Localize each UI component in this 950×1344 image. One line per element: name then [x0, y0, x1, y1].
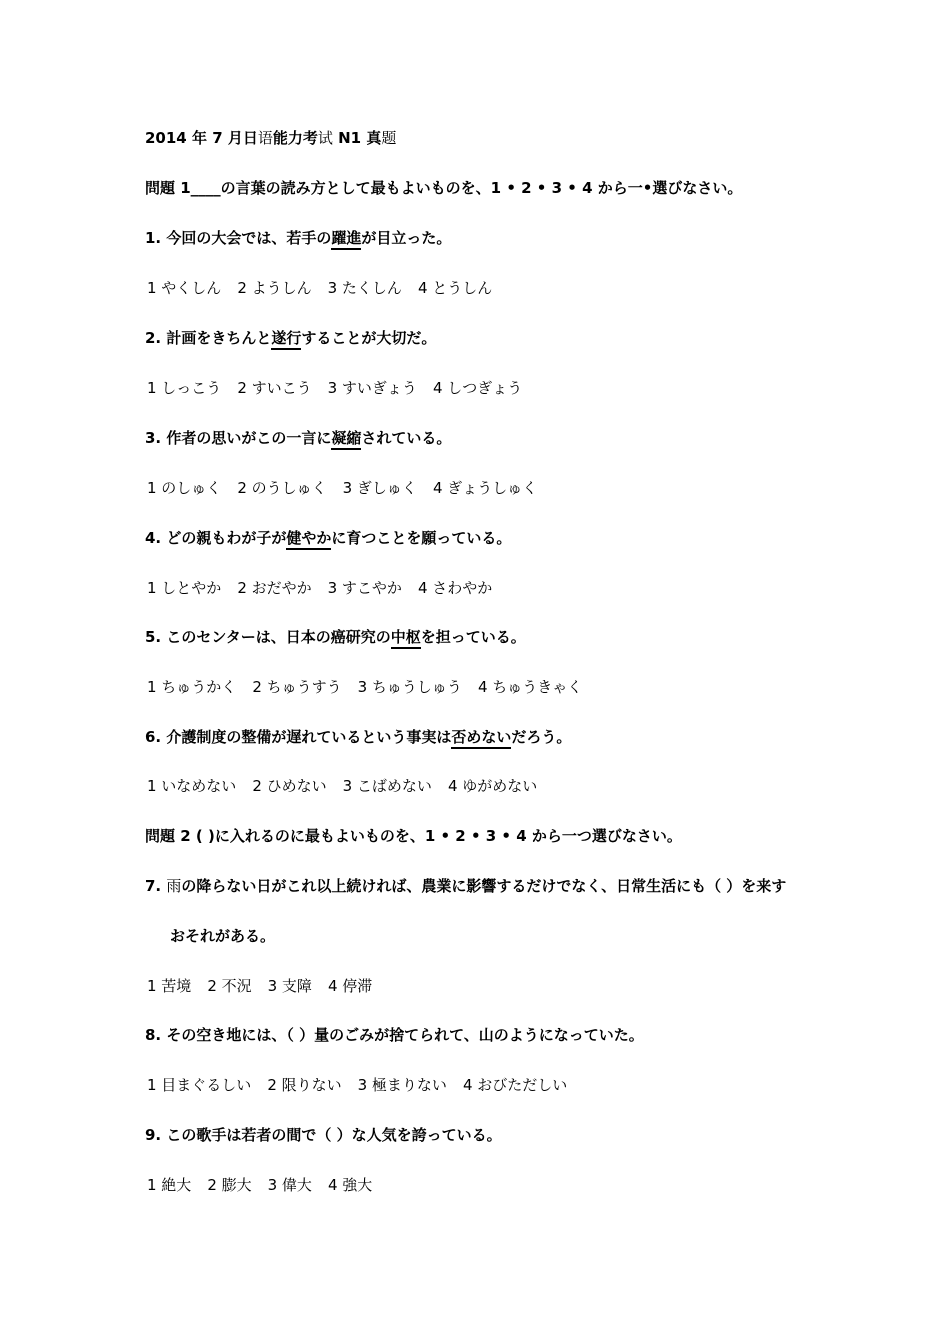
question-7-continued: おそれがある。: [170, 927, 276, 945]
question-text: に育つことを願っている。: [331, 529, 512, 547]
option: 4 さわやか: [417, 579, 493, 597]
option: 3 偉大: [267, 1176, 312, 1194]
option: 2 不況: [207, 977, 252, 995]
option: 1 やくしん: [147, 279, 222, 297]
option: 1 しっこう: [147, 379, 222, 397]
question-text: 4. どの親もわが子が: [145, 529, 287, 547]
question-text: することが大切だ。: [301, 329, 437, 347]
option: 2 のうしゅく: [237, 479, 327, 497]
underlined-word: 遂行: [271, 329, 301, 350]
option: 3 こばめない: [342, 777, 432, 795]
title-part: 2014 年 7 月日: [145, 129, 258, 147]
page-title: [145, 128, 396, 148]
option: 1 絶大: [147, 1176, 192, 1194]
question-6: [145, 727, 571, 747]
option: 1 のしゅく: [147, 479, 222, 497]
section1-instruction: 問題 1____の言葉の読み方として最もよいものを、1 • 2 • 3 • 4 から一•選びなさい。: [145, 179, 743, 197]
title-part: N1 真: [332, 129, 382, 147]
question-2: [145, 328, 436, 348]
option: 4 ゆがめない: [447, 777, 538, 795]
question-2-options: [147, 378, 538, 398]
question-8-options: [147, 1075, 583, 1095]
option: 1 苦境: [147, 977, 192, 995]
option: 1 しとやか: [147, 579, 222, 597]
question-1-options: [147, 278, 508, 298]
option: 4 停滞: [327, 977, 373, 995]
underlined-word: 躍進: [331, 229, 361, 250]
question-1: [145, 228, 451, 248]
question-text: 5. このセンターは、日本の癌研究の: [145, 628, 391, 646]
option: 2 ひめない: [252, 777, 327, 795]
question-4: [145, 528, 511, 548]
underlined-word: 否めない: [451, 728, 511, 749]
option: 4 しつぎょう: [432, 379, 523, 397]
option: 3 すいぎょう: [327, 379, 417, 397]
underlined-word: 健やか: [286, 529, 331, 550]
underlined-word: 凝縮: [331, 429, 361, 450]
option: 4 おびただしい: [462, 1076, 568, 1094]
option: 3 ぎしゅく: [342, 479, 417, 497]
option: 2 限りない: [267, 1076, 342, 1094]
option: 3 極まりない: [357, 1076, 447, 1094]
question-text: 6. 介護制度の整備が遅れているという事実は: [145, 728, 452, 746]
question-text: 2. 計画をきちんと: [145, 329, 272, 347]
question-text: だろう。: [511, 728, 572, 746]
option: 3 支障: [267, 977, 312, 995]
section2-instruction: 問題 2 ( )に入れるのに最もよいものを、1 • 2 • 3 • 4 から一つ選びなさい。: [145, 827, 682, 845]
title-part: 能力考: [272, 129, 318, 147]
option: 1 いなめない: [147, 777, 237, 795]
question-text: を担っている。: [420, 628, 526, 646]
option: 1 ちゅうかく: [147, 678, 237, 696]
underlined-word: 中枢: [391, 628, 421, 649]
question-text: の降らない日がこれ以上続ければ、農業に影響するだけでなく、日常生活にも（ ）を来す: [181, 877, 787, 895]
question-3-options: [147, 478, 553, 498]
title-part: 题: [381, 129, 397, 147]
question-8: 8. その空き地には、（ ）量のごみが捨てられて、山のようになっていた。: [145, 1026, 644, 1044]
question-text: 雨: [166, 877, 182, 895]
question-text: されている。: [361, 429, 452, 447]
question-5: [145, 627, 526, 647]
option: 3 すこやか: [327, 579, 402, 597]
option: 3 ちゅうしゅう: [357, 678, 462, 696]
question-6-options: [147, 776, 553, 796]
question-9-options: [147, 1175, 388, 1195]
question-5-options: [147, 677, 598, 697]
option: 1 目まぐるしい: [147, 1076, 252, 1094]
question-text: が目立った。: [361, 229, 452, 247]
option: 4 ちゅうきゃく: [477, 678, 583, 696]
question-4-options: [147, 578, 508, 598]
title-part: 试: [317, 129, 333, 147]
option: 4 とうしん: [417, 279, 493, 297]
question-3: [145, 428, 451, 448]
option: 2 おだやか: [237, 579, 312, 597]
option: 4 ぎょうしゅく: [432, 479, 538, 497]
question-7-options: [147, 976, 388, 996]
title-part: 语: [257, 129, 273, 147]
option: 3 たくしん: [327, 279, 402, 297]
option: 2 ようしん: [237, 279, 312, 297]
option: 2 すいこう: [237, 379, 312, 397]
question-number: 7.: [145, 877, 167, 895]
option: 2 ちゅうすう: [252, 678, 342, 696]
question-9: 9. この歌手は若者の間で（ ）な人気を誇っている。: [145, 1126, 502, 1144]
question-7: [145, 876, 786, 896]
question-text: 3. 作者の思いがこの一言に: [145, 429, 332, 447]
option: 2 膨大: [207, 1176, 252, 1194]
option: 4 強大: [327, 1176, 373, 1194]
question-text: 1. 今回の大会では、若手の: [145, 229, 332, 247]
